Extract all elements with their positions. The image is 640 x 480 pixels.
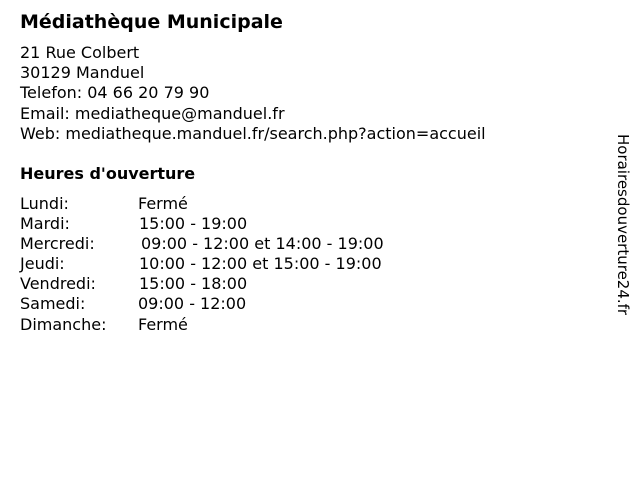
hours-value: 09:00 - 12:00 <box>138 294 247 314</box>
hours-value: Fermé <box>138 314 188 334</box>
email-address: Email: mediatheque@manduel.fr <box>20 103 285 123</box>
hours-value: Fermé <box>138 194 188 213</box>
hours-value: 09:00 - 12:00 et 14:00 - 19:00 <box>141 234 384 254</box>
page-title: Médiathèque Municipale <box>20 11 283 33</box>
day-label: Mercredi: <box>20 234 95 254</box>
hours-value: 15:00 - 18:00 <box>139 274 248 294</box>
day-label: Mardi: <box>20 214 70 234</box>
site-watermark: Horairesdouverture24.fr <box>614 134 632 316</box>
street-address: 21 Rue Colbert <box>20 43 140 62</box>
website-url: Web: mediatheque.manduel.fr/search.php?action=accueil <box>20 123 486 143</box>
hours-value: 15:00 - 19:00 <box>139 214 248 234</box>
city-address: 30129 Manduel <box>20 63 145 83</box>
day-label: Jeudi: <box>20 254 65 274</box>
address-block <box>20 43 486 144</box>
hours-value: 10:00 - 12:00 et 15:00 - 19:00 <box>139 254 382 274</box>
day-label: Lundi: <box>20 194 69 213</box>
phone-number: Telefon: 04 66 20 79 90 <box>20 83 210 103</box>
day-label: Vendredi: <box>20 274 96 294</box>
day-label: Dimanche: <box>20 314 107 334</box>
opening-hours-heading: Heures d'ouverture <box>20 164 196 183</box>
day-label: Samedi: <box>20 294 86 314</box>
